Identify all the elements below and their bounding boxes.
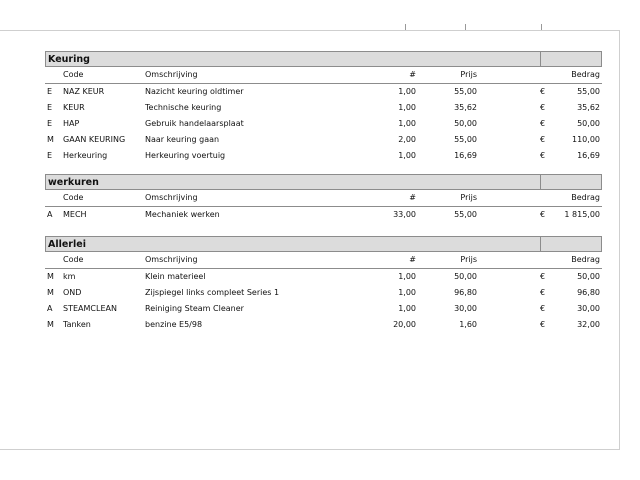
row-description: benzine E5/98 (145, 320, 203, 329)
row-qty: 1,00 (398, 151, 416, 160)
section-total-box (540, 236, 601, 252)
row-price: 50,00 (454, 119, 477, 128)
amount-value: 1 815,00 (564, 210, 600, 219)
row-type: M (47, 272, 54, 281)
section-title: werkuren (48, 177, 99, 188)
row-qty: 1,00 (398, 288, 416, 297)
row-description: Reiniging Steam Cleaner (145, 304, 244, 313)
row-code: OND (63, 288, 82, 297)
amount-value: 96,80 (577, 288, 600, 297)
row-price: 30,00 (454, 304, 477, 313)
table-row (45, 207, 602, 223)
column-header-row (45, 252, 602, 269)
currency-symbol: € (540, 304, 546, 313)
table-row (45, 116, 602, 132)
row-price: 55,00 (454, 87, 477, 96)
row-code: STEAMCLEAN (63, 304, 117, 313)
section-keuring (45, 51, 602, 164)
row-type: M (47, 288, 54, 297)
row-price: 50,00 (454, 272, 477, 281)
row-qty: 1,00 (398, 304, 416, 313)
section-total-box (540, 51, 601, 67)
row-price: 1,60 (459, 320, 477, 329)
row-code: HAP (63, 119, 80, 128)
row-price: 96,80 (454, 288, 477, 297)
row-description: Gebruik handelaarsplaat (145, 119, 244, 128)
table-row (45, 269, 602, 285)
amount-value: 50,00 (577, 272, 600, 281)
currency-symbol: € (540, 288, 546, 297)
currency-symbol: € (540, 135, 546, 144)
col-amount: Bedrag (571, 70, 600, 79)
row-code: km (63, 272, 76, 281)
row-code: KEUR (63, 103, 85, 112)
section-header (45, 51, 602, 67)
row-qty: 1,00 (398, 119, 416, 128)
currency-symbol: € (540, 87, 546, 96)
table-row (45, 84, 602, 100)
row-description: Nazicht keuring oldtimer (145, 87, 244, 96)
row-type: E (47, 87, 53, 96)
row-type: M (47, 135, 54, 144)
row-price: 35,62 (454, 103, 477, 112)
table-row (45, 285, 602, 301)
row-description: Mechaniek werken (145, 210, 220, 219)
section-title: Keuring (48, 54, 90, 65)
row-type: E (47, 103, 53, 112)
row-price: 55,00 (454, 210, 477, 219)
col-code: Code (63, 193, 84, 202)
section-header (45, 174, 602, 190)
row-type: A (47, 304, 53, 313)
row-type: E (47, 151, 53, 160)
section-allerlei (45, 236, 602, 333)
row-qty: 20,00 (393, 320, 416, 329)
row-code: Tanken (63, 320, 91, 329)
section-title: Allerlei (48, 239, 86, 250)
table-row (45, 317, 602, 333)
currency-symbol: € (540, 119, 546, 128)
amount-value: 16,69 (577, 151, 600, 160)
row-price: 16,69 (454, 151, 477, 160)
row-description: Technische keuring (145, 103, 222, 112)
col-price: Prijs (460, 193, 477, 202)
section-total-box (540, 174, 601, 190)
amount-value: 30,00 (577, 304, 600, 313)
col-description: Omschrijving (145, 193, 198, 202)
col-description: Omschrijving (145, 255, 198, 264)
currency-symbol: € (540, 151, 546, 160)
col-qty: # (409, 70, 416, 79)
section-header (45, 236, 602, 252)
col-amount: Bedrag (571, 255, 600, 264)
currency-symbol: € (540, 210, 546, 219)
row-description: Naar keuring gaan (145, 135, 220, 144)
row-code: NAZ KEUR (63, 87, 105, 96)
currency-symbol: € (540, 320, 546, 329)
col-qty: # (409, 193, 416, 202)
col-description: Omschrijving (145, 70, 198, 79)
col-code: Code (63, 255, 84, 264)
row-qty: 1,00 (398, 87, 416, 96)
row-description: Klein materieel (145, 272, 206, 281)
row-type: A (47, 210, 53, 219)
section-werkuren (45, 174, 602, 223)
row-code: GAAN KEURING (63, 135, 126, 144)
table-row (45, 132, 602, 148)
amount-value: 110,00 (572, 135, 600, 144)
amount-value: 50,00 (577, 119, 600, 128)
column-header-row (45, 190, 602, 207)
table-row (45, 301, 602, 317)
row-qty: 2,00 (398, 135, 416, 144)
table-row (45, 100, 602, 116)
row-type: M (47, 320, 54, 329)
row-code: MECH (63, 210, 87, 219)
row-type: E (47, 119, 53, 128)
currency-symbol: € (540, 272, 546, 281)
row-price: 55,00 (454, 135, 477, 144)
row-description: Zijspiegel links compleet Series 1 (145, 288, 280, 297)
amount-value: 55,00 (577, 87, 600, 96)
col-code: Code (63, 70, 84, 79)
col-qty: # (409, 255, 416, 264)
row-qty: 1,00 (398, 103, 416, 112)
currency-symbol: € (540, 103, 546, 112)
col-price: Prijs (460, 255, 477, 264)
row-code: Herkeuring (63, 151, 108, 160)
amount-value: 32,00 (577, 320, 600, 329)
row-qty: 1,00 (398, 272, 416, 281)
col-amount: Bedrag (571, 193, 600, 202)
column-header-row (45, 67, 602, 84)
col-price: Prijs (460, 70, 477, 79)
row-qty: 33,00 (393, 210, 416, 219)
amount-value: 35,62 (577, 103, 600, 112)
table-row (45, 148, 602, 164)
row-description: Herkeuring voertuig (145, 151, 226, 160)
